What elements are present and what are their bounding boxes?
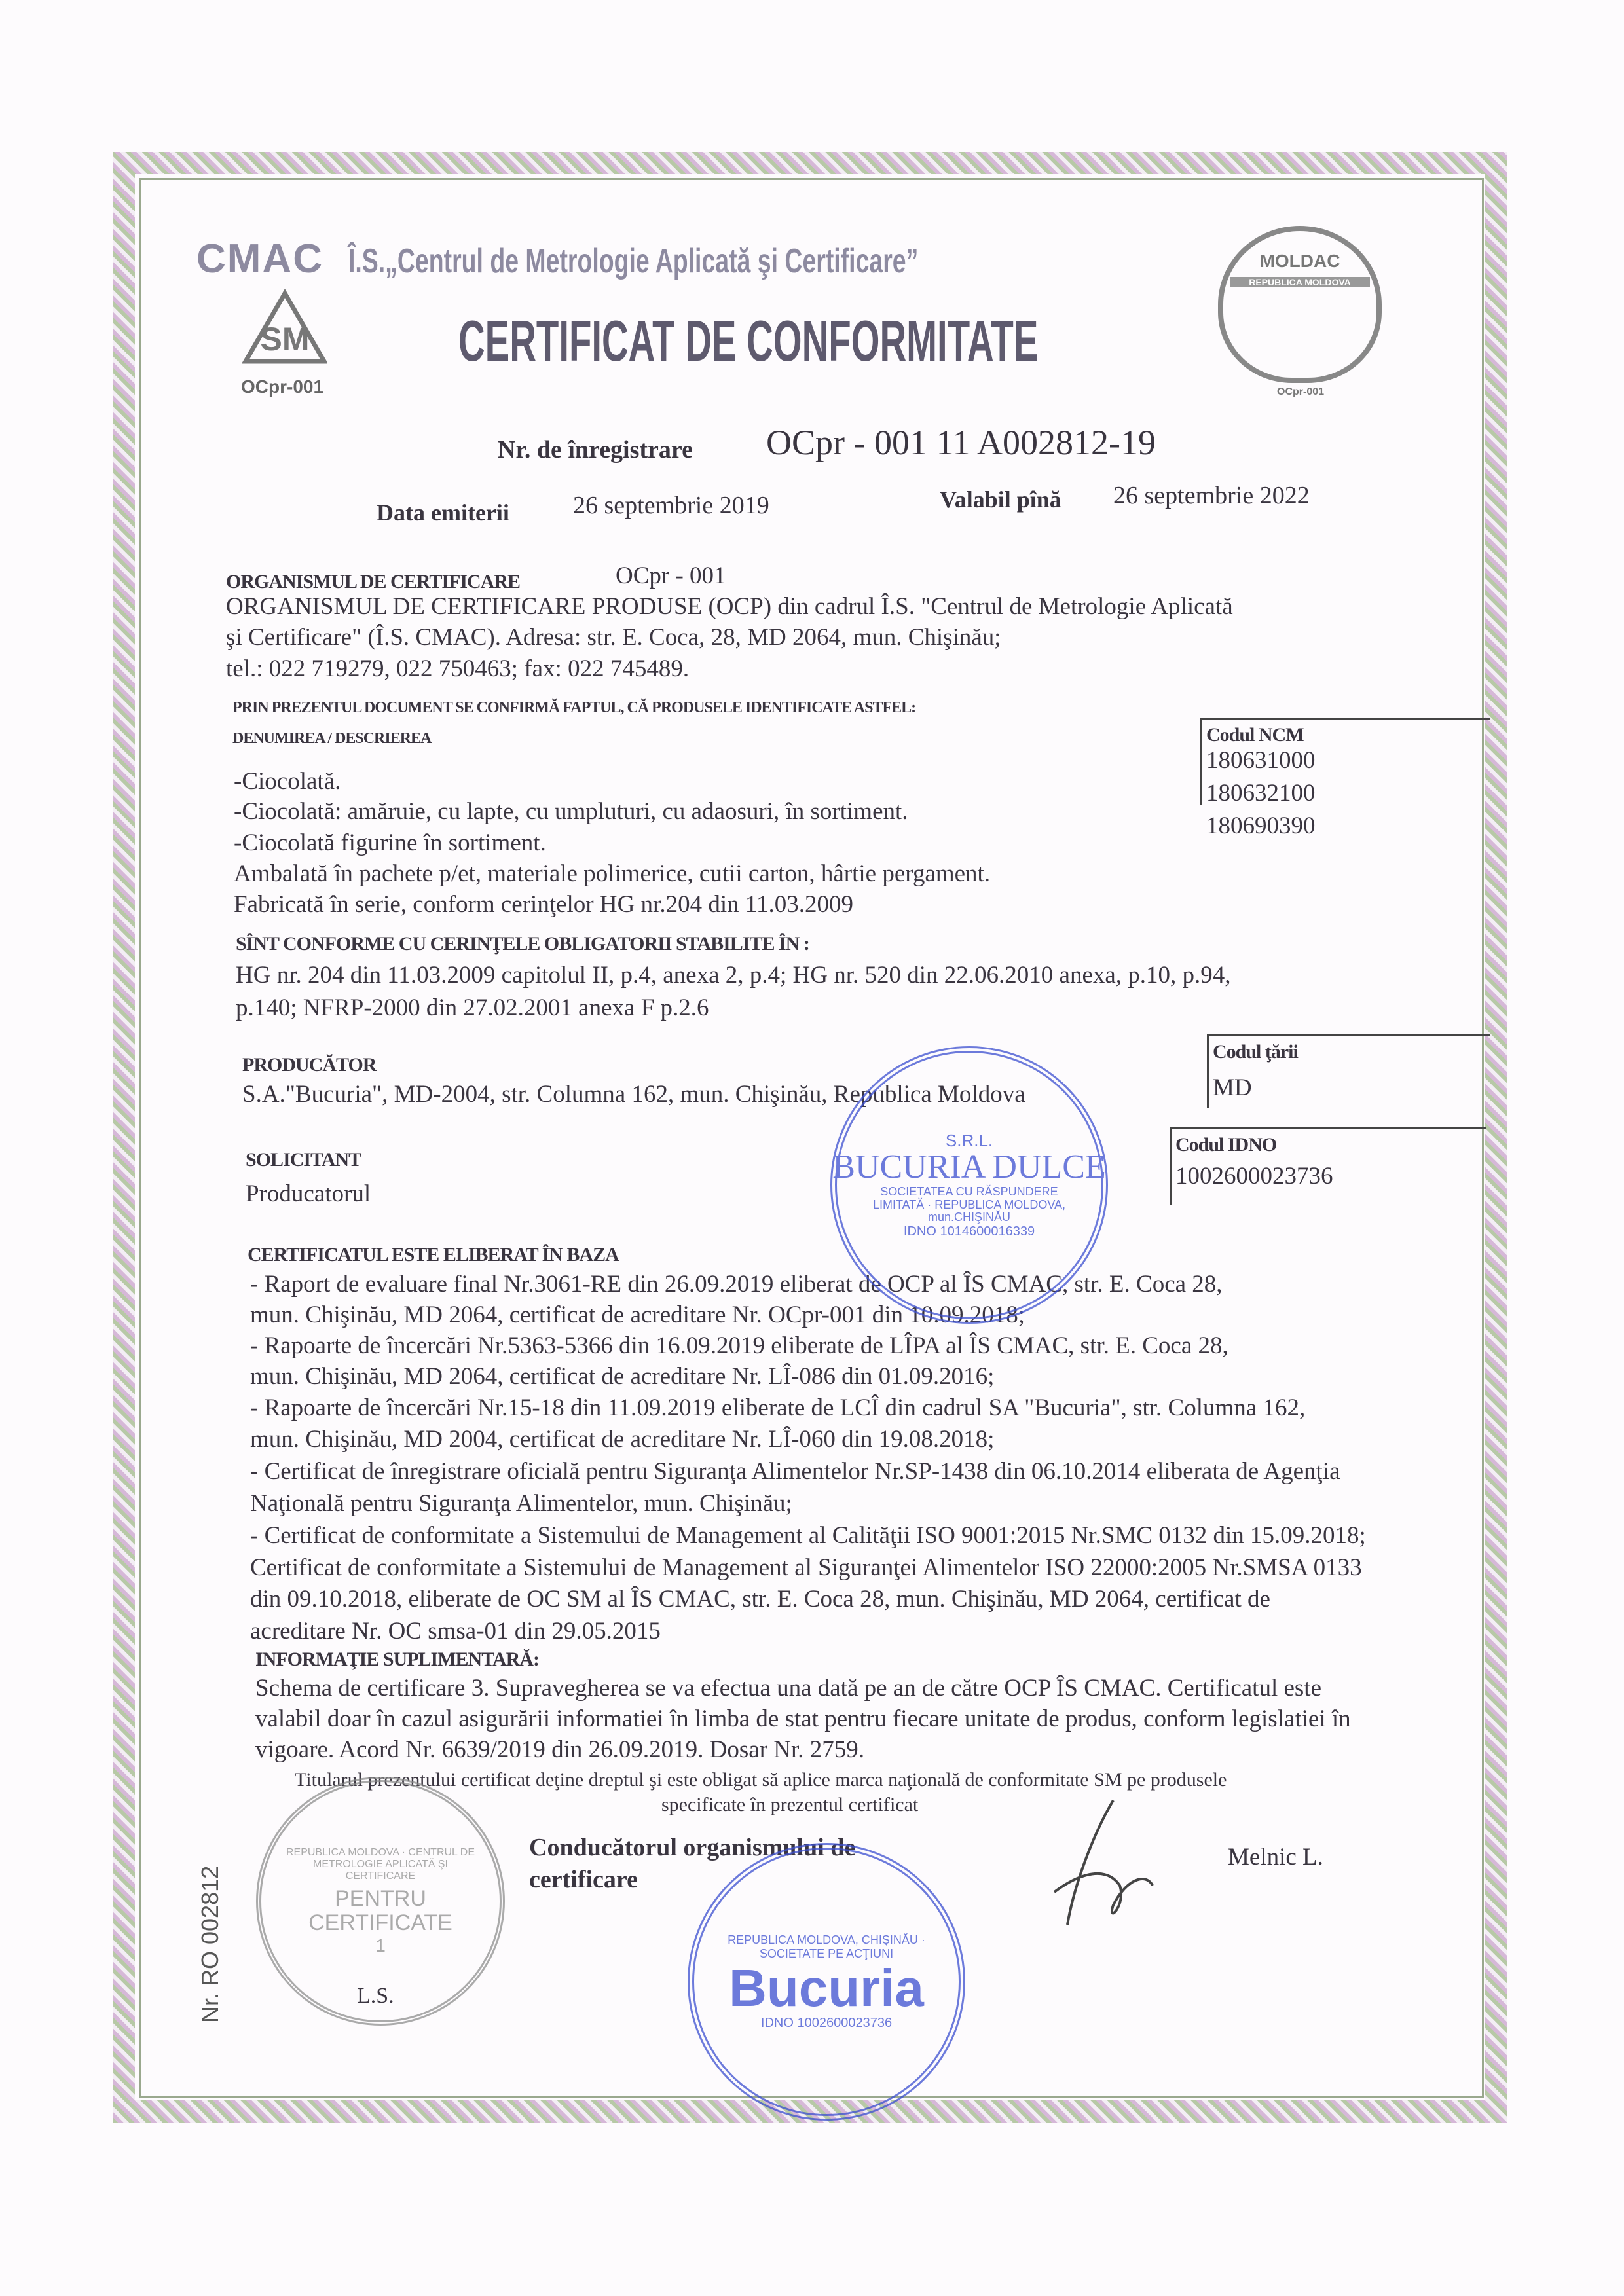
signature <box>1035 1794 1166 1938</box>
org-heading: ORGANISMUL DE CERTIFICARE <box>226 571 521 592</box>
idno-value: 1002600023736 <box>1175 1163 1333 1190</box>
stamp-text: BUCURIA DULCE <box>832 1148 1106 1186</box>
valid-label: Valabil pînă <box>940 486 1061 513</box>
ls-mark: L.S. <box>357 1984 394 2008</box>
brand-logo-text: CMAC <box>196 236 323 282</box>
info-line: valabil doar în cazul asigurării informatiei în limba de stat pentru fiecare unitate de produs, conform legislatiei în <box>255 1705 1351 1732</box>
basis-line: acreditare Nr. OC smsa-01 din 29.05.2015 <box>250 1618 661 1645</box>
info-line: vigoare. Acord Nr. 6639/2019 din 26.09.2019. Dosar Nr. 2759. <box>255 1736 865 1763</box>
product-line: Ambalată în pachete p/et, materiale polimerice, cutii carton, hârtie pergament. <box>234 860 991 887</box>
idno-label: Codul IDNO <box>1175 1134 1277 1156</box>
basis-line: - Rapoarte de încercări Nr.15-18 din 11.09.2019 eliberate de LCÎ din cadrul SA "Bucuria", str. Columna 162, <box>250 1394 1306 1421</box>
product-line: -Ciocolată: amăruie, cu lapte, cu umpluturi, cu adaosuri, în sortiment. <box>234 798 908 825</box>
bucuria-dulce-stamp <box>830 1046 1108 1324</box>
product-line: -Ciocolată. <box>234 768 341 795</box>
basis-line: mun. Chişinău, MD 2064, certificat de acreditare Nr. LÎ-086 din 01.09.2016; <box>250 1363 995 1390</box>
basis-line: mun. Chişinău, MD 2064, certificat de acreditare Nr. OCpr-001 din 10.09.2018; <box>250 1302 1025 1328</box>
producer-heading: PRODUCĂTOR <box>242 1054 377 1076</box>
conform-line: p.140; NFRP-2000 din 27.02.2001 anexa F p.2.6 <box>236 994 709 1021</box>
info-line: Schema de certificare 3. Supravegherea se va efectua una dată pe an de către OCP ÎS CMAC. Certificatul este <box>255 1675 1321 1702</box>
notice-line: Titularul prezentului certificat deţine dreptul şi este obligat să aplice marca naţională de conformitate SM pe produsele <box>295 1769 1227 1791</box>
basis-line: Naţională pentru Siguranţa Alimentelor, mun. Chişinău; <box>250 1490 792 1517</box>
country-label: Codul ţării <box>1213 1041 1298 1063</box>
left-logo-code: OCpr-001 <box>241 376 324 397</box>
org-code: OCpr - 001 <box>616 562 726 589</box>
org-line: şi Certificare" (Î.S. CMAC). Adresa: str. E. Coca, 28, MD 2064, mun. Chişinău; <box>226 624 1001 651</box>
cmac-stamp <box>256 1777 505 2026</box>
registration-number: OCpr - 001 11 A002812-19 <box>766 423 1156 462</box>
serial-number: Nr. RO 002812 <box>196 1865 223 2023</box>
stamp-text: IDNO 1014600016339 <box>903 1224 1035 1239</box>
registration-label: Nr. de înregistrare <box>498 436 693 464</box>
sm-triangle-logo-icon <box>242 288 327 367</box>
product-line: Fabricată în serie, conform cerinţelor HG nr.204 din 11.03.2009 <box>234 891 853 918</box>
page-title: CERTIFICAT DE CONFORMITATE <box>458 308 1039 373</box>
conform-line: HG nr. 204 din 11.03.2009 capitolul II, p.4, anexa 2, p.4; HG nr. 520 din 22.06.2010 anexa, p.10, p.94, <box>236 962 1231 989</box>
moldac-logo: MOLDAC REPUBLICA MOLDOVA <box>1218 226 1382 383</box>
stamp-text: Bucuria <box>729 1958 924 2017</box>
bucuria-stamp <box>688 1843 965 2121</box>
basis-line: din 09.10.2018, eliberate de OC SM al ÎS CMAC, str. E. Coca 28, mun. Chişinău, MD 2064, certificat de <box>250 1586 1270 1613</box>
ncm-label: Codul NCM <box>1206 724 1304 746</box>
valid-date: 26 septembrie 2022 <box>1113 482 1310 509</box>
stamp-text: SOCIETATEA CU RĂSPUNDERE LIMITATĂ · REPUBLICA MOLDOVA, mun.CHIŞINĂU <box>872 1184 1066 1224</box>
product-line: -Ciocolată figurine în sortiment. <box>234 829 546 856</box>
stamp-text: REPUBLICA MOLDOVA · CENTRUL DE METROLOGIE APLICATĂ ŞI CERTIFICARE <box>286 1846 475 1882</box>
producer-value: S.A."Bucuria", MD-2004, str. Columna 162, mun. Chişinău, Republica Moldova <box>242 1081 1025 1108</box>
basis-line: - Rapoarte de încercări Nr.5363-5366 din 16.09.2019 eliberate de LÎPA al ÎS CMAC, str. E. Coca 28, <box>250 1332 1228 1359</box>
issued-label: Data emiterii <box>377 500 509 526</box>
info-heading: INFORMAŢIE SUPLIMENTARĂ: <box>255 1649 539 1670</box>
applicant-value: Producatorul <box>246 1180 371 1207</box>
svg-text:SM: SM <box>260 321 310 357</box>
header-org <box>196 236 1140 282</box>
ncm-code: 180631000 <box>1206 747 1316 774</box>
stamp-text: S.R.L. <box>945 1130 993 1150</box>
stamp-text: 1 <box>375 1935 386 1956</box>
basis-line: - Certificat de înregistrare oficială pentru Siguranţa Alimentelor Nr.SP-1438 din 06.10.2014 eliberata de Agenţia <box>250 1458 1340 1485</box>
stamp-text: IDNO 1002600023736 <box>760 2015 893 2030</box>
stamp-text: PENTRU CERTIFICATE <box>308 1886 452 1936</box>
ncm-code: 180690390 <box>1206 812 1316 839</box>
basis-line: - Certificat de conformitate a Sistemului de Management al Calităţii ISO 9001:2015 Nr.SMC 0132 din 15.09.2018; <box>250 1522 1366 1549</box>
org-name: Î.S.„Centrul de Metrologie Aplicată şi Certificare” <box>348 242 919 280</box>
conform-heading: SÎNT CONFORME CU CERINŢELE OBLIGATORII STABILITE ÎN : <box>236 933 809 955</box>
confirm-heading: PRIN PREZENTUL DOCUMENT SE CONFIRMĂ FAPTUL, CĂ PRODUSELE IDENTIFICATE ASTFEL: <box>232 699 916 716</box>
org-line: tel.: 022 719279, 022 750463; fax: 022 745489. <box>226 655 690 682</box>
basis-heading: CERTIFICATUL ESTE ELIBERAT ÎN BAZA <box>248 1244 619 1266</box>
signer-name: Melnic L. <box>1228 1844 1323 1870</box>
country-code: MD <box>1213 1074 1252 1101</box>
head-label: certificare <box>529 1866 638 1893</box>
ncm-code: 180632100 <box>1206 780 1316 807</box>
description-heading: DENUMIREA / DESCRIEREA <box>232 730 432 747</box>
org-line: ORGANISMUL DE CERTIFICARE PRODUSE (OCP) din cadrul Î.S. "Centrul de Metrologie Aplicată <box>226 593 1233 620</box>
stamp-text: REPUBLICA MOLDOVA, CHIŞINĂU · SOCIETATE PE ACŢIUNI <box>728 1933 925 1960</box>
right-logo-code: OCpr-001 <box>1277 386 1325 397</box>
applicant-heading: SOLICITANT <box>246 1149 361 1171</box>
notice-line: specificate în prezentul certificat <box>661 1794 919 1815</box>
issued-date: 26 septembrie 2019 <box>573 492 769 519</box>
basis-line: - Raport de evaluare final Nr.3061-RE din 26.09.2019 eliberat de OCP al ÎS CMAC, str. E. Coca 28, <box>250 1271 1223 1298</box>
basis-line: mun. Chişinău, MD 2004, certificat de acreditare Nr. LÎ-060 din 19.08.2018; <box>250 1426 995 1453</box>
head-label: Conducătorul organismului de <box>529 1834 856 1861</box>
basis-line: Certificat de conformitate a Sistemului de Management al Siguranţei Alimentelor ISO 22000:2005 Nr.SMSA 0133 <box>250 1554 1362 1581</box>
